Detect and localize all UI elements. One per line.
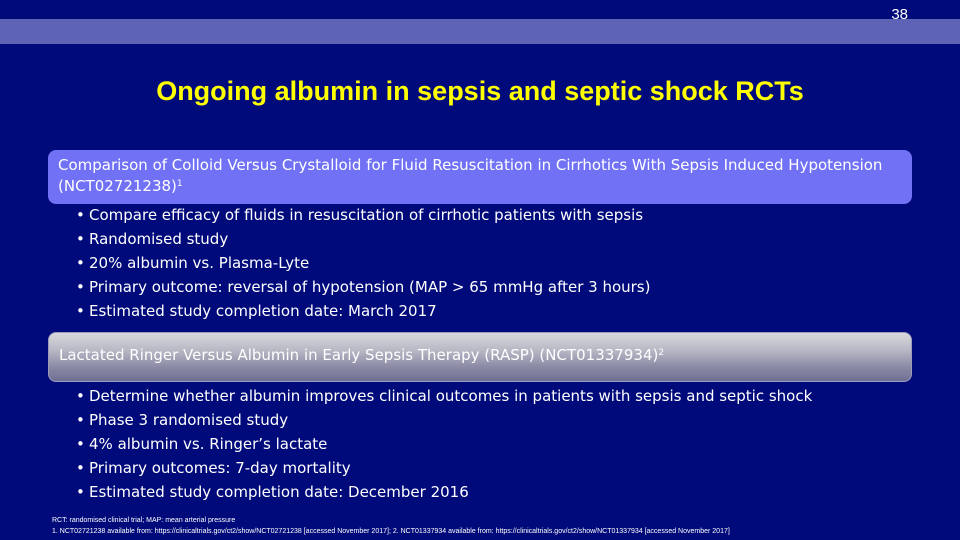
trial-1-heading: Comparison of Colloid Versus Crystalloid for Fluid Resuscitation in Cirrhotics With Sepsis Induced Hypotension (NCT02721238) bbox=[58, 156, 883, 195]
trial-1-ref: 1 bbox=[176, 179, 183, 189]
list-item: • 4% albumin vs. Ringer’s lactate bbox=[76, 435, 328, 453]
footnote-references: 1. NCT02721238 available from: https://clinicaltrials.gov/ct2/show/NCT02721238 [accessed November 2017]; 2. NCT01337934 available from: https://clinicaltrials.gov/ct2/show/NCT01337934 [accessed November 2017] bbox=[52, 528, 730, 535]
list-item: • Primary outcome: reversal of hypotension (MAP > 65 mmHg after 3 hours) bbox=[76, 278, 651, 296]
list-item: • 20% albumin vs. Plasma-Lyte bbox=[76, 254, 310, 272]
slide-title: Ongoing albumin in sepsis and septic shock RCTs bbox=[156, 76, 804, 106]
trial-2-heading: Lactated Ringer Versus Albumin in Early Sepsis Therapy (RASP) (NCT01337934) bbox=[59, 346, 659, 364]
list-item: • Primary outcomes: 7-day mortality bbox=[76, 459, 351, 477]
list-item: • Estimated study completion date: March 2017 bbox=[76, 302, 437, 320]
trial-1-bullet-list bbox=[76, 203, 936, 323]
footnotes bbox=[52, 515, 730, 537]
trial-2-bullet-list bbox=[76, 384, 936, 504]
trial-2-heading-box bbox=[48, 332, 912, 382]
list-item: • Compare efficacy of fluids in resuscitation of cirrhotic patients with sepsis bbox=[76, 206, 644, 224]
list-item: • Randomised study bbox=[76, 230, 229, 248]
list-item: • Estimated study completion date: December 2016 bbox=[76, 483, 469, 501]
list-item: • Determine whether albumin improves clinical outcomes in patients with sepsis and septic shock bbox=[76, 387, 813, 405]
top-band bbox=[0, 19, 960, 44]
trial-1-heading-box bbox=[48, 150, 912, 204]
list-item: • Phase 3 randomised study bbox=[76, 411, 289, 429]
footnote-abbreviations: RCT: randomised clinical trial; MAP: mean arterial pressure bbox=[52, 517, 236, 524]
trial-2-ref: 2 bbox=[658, 348, 665, 358]
page-number: 38 bbox=[891, 6, 908, 23]
